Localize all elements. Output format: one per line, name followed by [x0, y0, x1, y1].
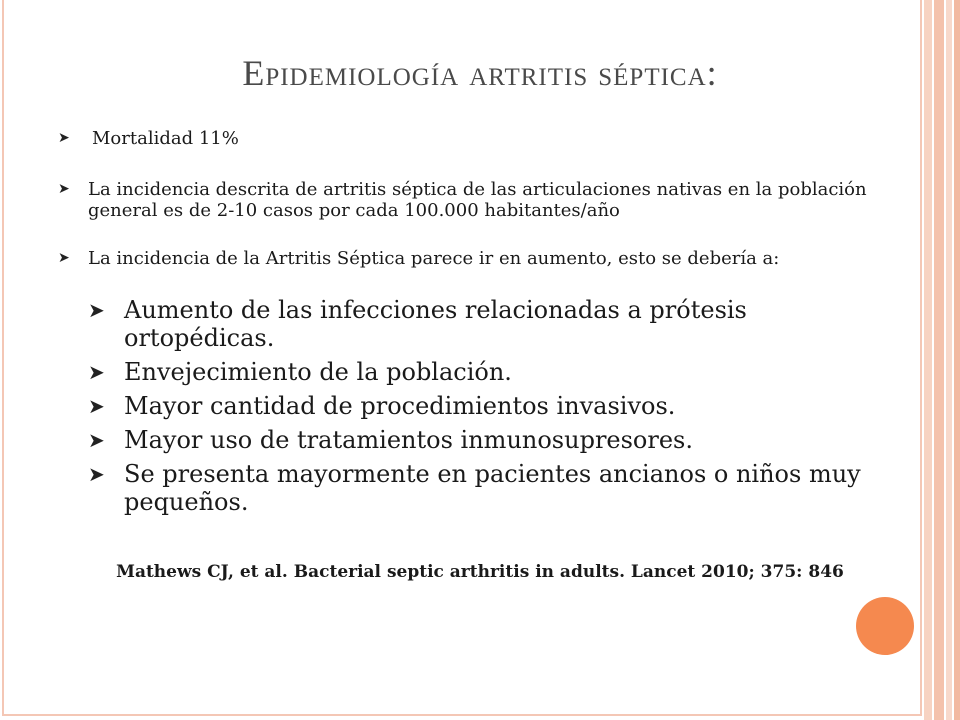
- arrow-bullet-icon: ➤: [88, 298, 105, 322]
- arrow-bullet-icon: ➤: [88, 428, 105, 452]
- sub-bullet-item: [88, 426, 888, 454]
- bullet-list: [58, 128, 888, 269]
- sub-bullet-text: Mayor cantidad de procedimientos invasivos.: [124, 392, 676, 420]
- arrow-bullet-icon: ➤: [88, 360, 105, 384]
- decorative-circle: [856, 597, 914, 655]
- sub-bullet-item: [88, 358, 888, 386]
- arrow-bullet-icon: ➤: [88, 462, 105, 486]
- arrow-bullet-icon: ➤: [88, 394, 105, 418]
- arrow-bullet-icon: ➤: [58, 130, 70, 146]
- bullet-item: [58, 128, 888, 149]
- sub-bullet-text: Aumento de las infecciones relacionadas a prótesis ortopédicas.: [124, 296, 747, 352]
- bullet-item: [58, 179, 888, 221]
- decorative-stripe: [934, 0, 944, 720]
- decorative-stripe: [954, 0, 960, 720]
- bullet-text: La incidencia de la Artritis Séptica parece ir en aumento, esto se debería a:: [88, 248, 780, 269]
- slide-title: Epidemiología artritis séptica:: [242, 53, 718, 93]
- sub-bullet-text: Se presenta mayormente en pacientes ancianos o niños muy pequeños.: [124, 460, 861, 516]
- sub-bullet-item: [88, 392, 888, 420]
- bullet-item: [58, 248, 888, 269]
- decorative-stripe: [924, 0, 932, 720]
- sub-bullet-text: Envejecimiento de la población.: [124, 358, 512, 386]
- sub-bullet-text: Mayor uso de tratamientos inmunosupresores.: [124, 426, 694, 454]
- arrow-bullet-icon: ➤: [58, 250, 70, 266]
- reference-citation: Mathews CJ, et al. Bacterial septic arthritis in adults. Lancet 2010; 375: 846: [116, 562, 844, 582]
- sub-bullet-list: [88, 296, 888, 522]
- sub-bullet-item: [88, 460, 888, 516]
- arrow-bullet-icon: ➤: [58, 181, 70, 197]
- bullet-text: La incidencia descrita de artritis séptica de las articulaciones nativas en la población general es de 2-10 casos por cada 100.000 habitantes/año: [88, 179, 867, 221]
- bullet-text: Mortalidad 11%: [92, 128, 239, 149]
- sub-bullet-item: [88, 296, 888, 352]
- decorative-stripe: [946, 0, 952, 720]
